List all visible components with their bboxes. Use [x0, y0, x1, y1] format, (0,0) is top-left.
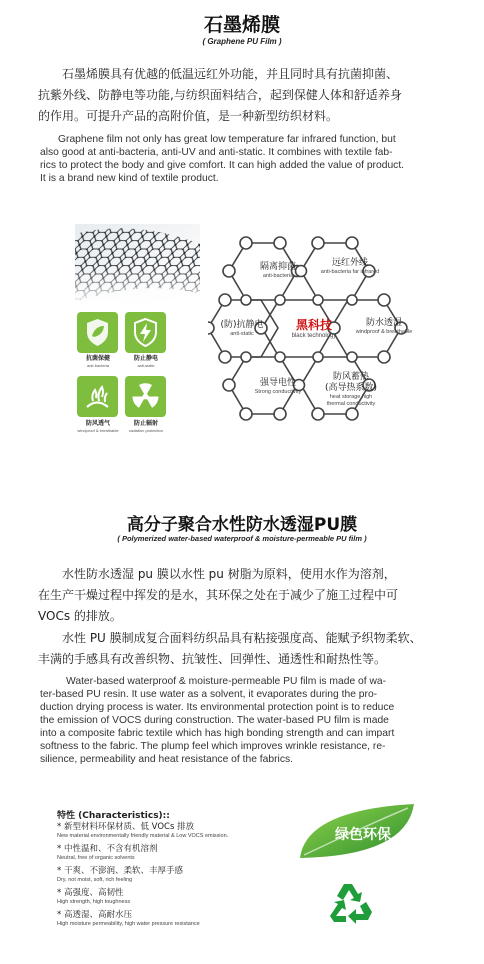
- section2-paragraph-cn-1: [38, 564, 468, 627]
- graphene-lattice-image: [75, 224, 200, 302]
- shield-leaf-icon: [77, 312, 118, 353]
- section1-title: 石墨烯膜: [203, 14, 280, 36]
- para-line: into a composite fabric textile which has high bonding strength and can impart: [40, 728, 395, 739]
- para-line: duction drying process is water. Its environmental protection point is to reduce: [40, 702, 395, 713]
- feature-label: 防止辐射 radiation protection: [128, 420, 164, 433]
- list-item: * 高透湿、高耐水压 High moisture permeability, high water pressure resistance: [57, 910, 200, 927]
- shield-bolt-icon: [125, 312, 166, 353]
- characteristics-title: 特性 (Characteristics)::: [57, 811, 170, 821]
- para-line: 在生产干燥过程中挥发的是水，其环保之处在于减少了施工过程中可: [38, 588, 399, 602]
- feature-label: 防风透气 windproof & breathable: [77, 420, 119, 433]
- radiation-icon: [125, 376, 166, 417]
- hex-conductivity: 强导电性 Strong conductivity: [254, 378, 302, 395]
- hexagon-network-diagram: [208, 226, 418, 466]
- recycle-icon: [326, 880, 376, 924]
- hex-anti-static: (防)抗静电 anti-static: [220, 320, 264, 337]
- para-line: VOCs 的排放。: [38, 609, 122, 623]
- para-line: 水性 PU 膜制成复合面料纺织品具有粘接强度高、能赋予织物柔软、: [62, 631, 422, 645]
- section2-paragraph-en: [40, 675, 470, 766]
- para-line: 水性防水透湿 pu 膜以水性 pu 树脂为原料，使用水作为溶剂，: [62, 567, 396, 581]
- para-line: 抗紫外线、防静电等功能,与纺织面料结合，起到保健人体和舒适养身: [38, 88, 402, 102]
- para-line: 石墨烯膜具有优越的低温远红外功能，并且同时具有抗菌抑菌、: [62, 67, 399, 81]
- para-line: also good at anti-bacteria, anti-UV and anti-static. It combines with textile fab-: [40, 147, 393, 158]
- feature-label: 抗菌保健 anti-bacteria: [85, 355, 110, 368]
- para-line: softness to the fabric. The plump feel which improves wrinkle resistance, re-: [40, 741, 386, 752]
- feature-label: 防止静电 anti-static: [133, 355, 158, 368]
- section1-paragraph-en: [40, 133, 460, 185]
- hex-center-black-technology: 黑科技 black technology: [291, 318, 337, 339]
- list-item: * 干爽、不澎润、柔软、丰厚手感 Dry, not moist, soft, rich feeling: [57, 866, 183, 883]
- section2-title: 高分子聚合水性防水透湿PU膜: [126, 515, 358, 535]
- section2-paragraph-cn-2: [38, 628, 468, 670]
- section2-subtitle: ( Polymerized water-based waterproof & moisture-permeable PU film ): [117, 534, 367, 543]
- eco-badge-text: 绿色环保: [335, 827, 391, 843]
- hex-heat-storage: 防风蓄热 (高导热系数) heat storage high thermal conductivity: [324, 372, 378, 407]
- list-item: * 中性温和、不含有机溶剂 Neutral, free of organic solvents: [57, 844, 158, 861]
- para-line: 丰满的手感具有改善织物、抗皱性、回弹性、通透性和耐热性等。: [38, 652, 387, 666]
- hex-anti-bacteria: 隔离抑菌 anti-bacteria: [259, 262, 296, 279]
- para-line: 的作用。可提升产品的高附价值，是一种新型纺织材料。: [38, 109, 339, 123]
- hex-windproof: 防水透湿 windproof & breathable: [355, 318, 413, 335]
- list-item: * 高强度、高韧性 High strength, high toughness: [57, 888, 131, 905]
- para-line: Water-based waterproof & moisture-permeable PU film is made of wa-: [66, 676, 387, 687]
- list-item: * 新型材料环保材质、低 VOCs 排放 New material environmentally friendly material & Low VOCS emission.: [57, 822, 229, 839]
- wind-icon: [77, 376, 118, 417]
- para-line: rics to protect the body and give comfort. It can high added the value of product.: [40, 160, 405, 171]
- hex-far-infrared: 远红外线 anti-bacteria far infrared: [320, 258, 380, 275]
- para-line: It is a brand new kind of textile product.: [40, 173, 219, 184]
- para-line: silience, permeability and heat resistance of the fabrics.: [40, 754, 293, 765]
- para-line: the emission of VOCS during construction. The water-based PU film is made: [40, 715, 389, 726]
- para-line: Graphene film not only has great low temperature far infrared function, but: [58, 134, 396, 145]
- para-line: ter-based PU resin. It use water as a solvent, it evaporates during the pro-: [40, 689, 378, 700]
- characteristics-list: [57, 822, 297, 932]
- section1-paragraph-cn: [38, 64, 458, 127]
- section1-subtitle: ( Graphene PU Film ): [202, 37, 282, 46]
